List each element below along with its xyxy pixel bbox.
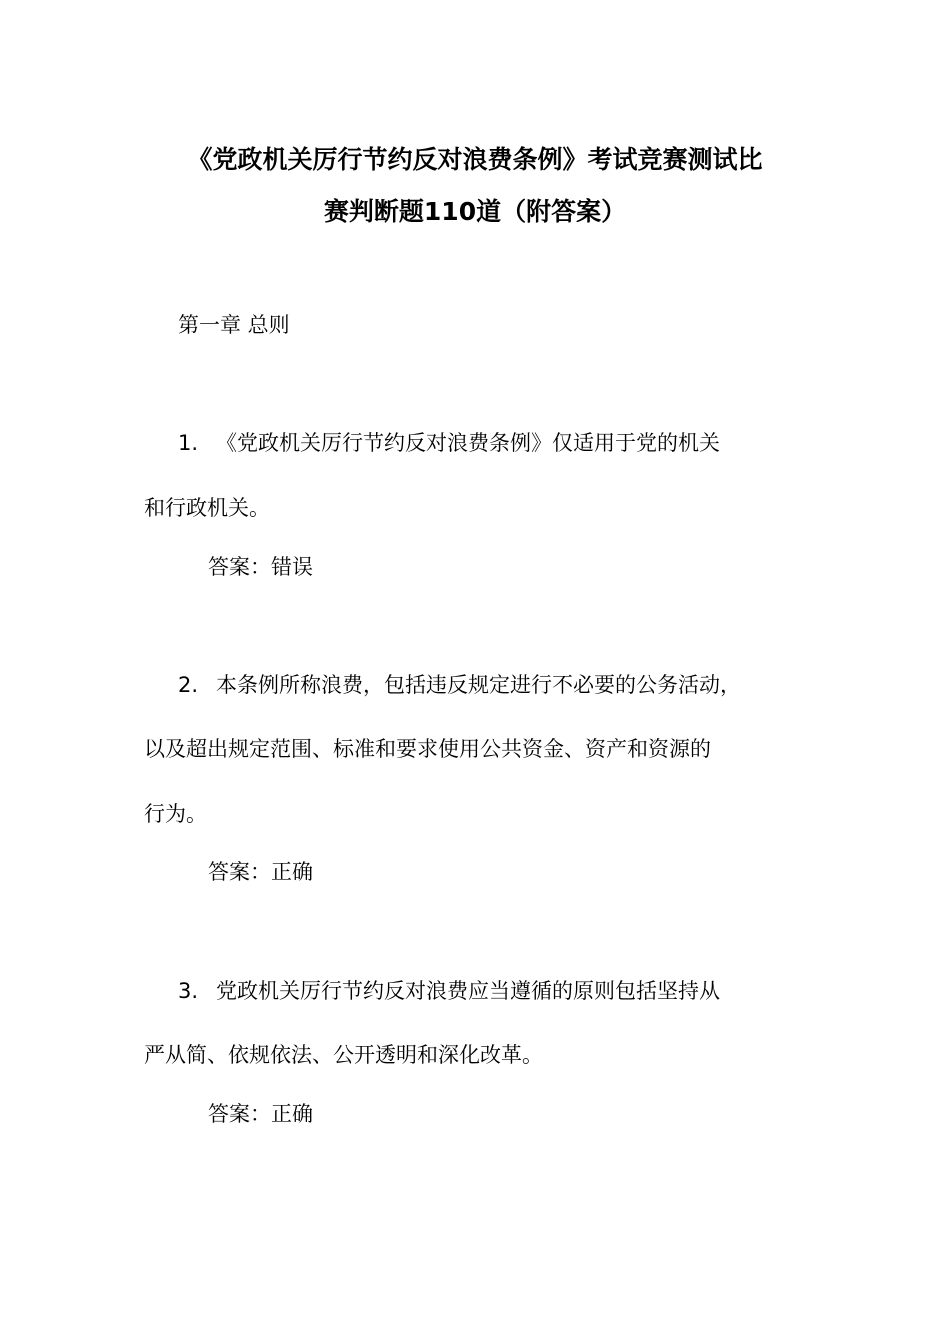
question-3-text: 党政机关厉行节约反对浪费应当遵循的原则包括坚持从: [216, 979, 720, 1003]
chapter-heading: 第一章 总则: [178, 313, 290, 337]
question-2-line-1: [178, 671, 741, 699]
question-2-line-2: 以及超出规定范围、标准和要求使用公共资金、资产和资源的: [144, 737, 711, 761]
question-1-line-2: 和行政机关。: [144, 496, 270, 520]
question-3-answer: 答案：正确: [208, 1102, 313, 1126]
question-2-line-3: 行为。: [144, 802, 207, 826]
question-3-number: 3.: [178, 979, 199, 1003]
question-1-answer: 答案：错误: [208, 555, 313, 579]
question-2-text: 本条例所称浪费，包括违反规定进行不必要的公务活动，: [216, 673, 741, 697]
question-1-line-1: [178, 429, 720, 457]
question-3-line-1: [178, 977, 720, 1005]
question-3-line-2: 严从简、依规依法、公开透明和深化改革。: [144, 1043, 543, 1067]
question-2-answer: 答案：正确: [208, 860, 313, 884]
question-2-number: 2.: [178, 673, 199, 697]
document-title-line-2: 赛判断题110道（附答案）: [323, 197, 627, 226]
question-1-number: 1.: [178, 431, 199, 455]
question-1-text: 《党政机关厉行节约反对浪费条例》仅适用于党的机关: [216, 431, 720, 455]
document-title-line-1: 《党政机关厉行节约反对浪费条例》考试竞赛测试比: [187, 145, 763, 174]
